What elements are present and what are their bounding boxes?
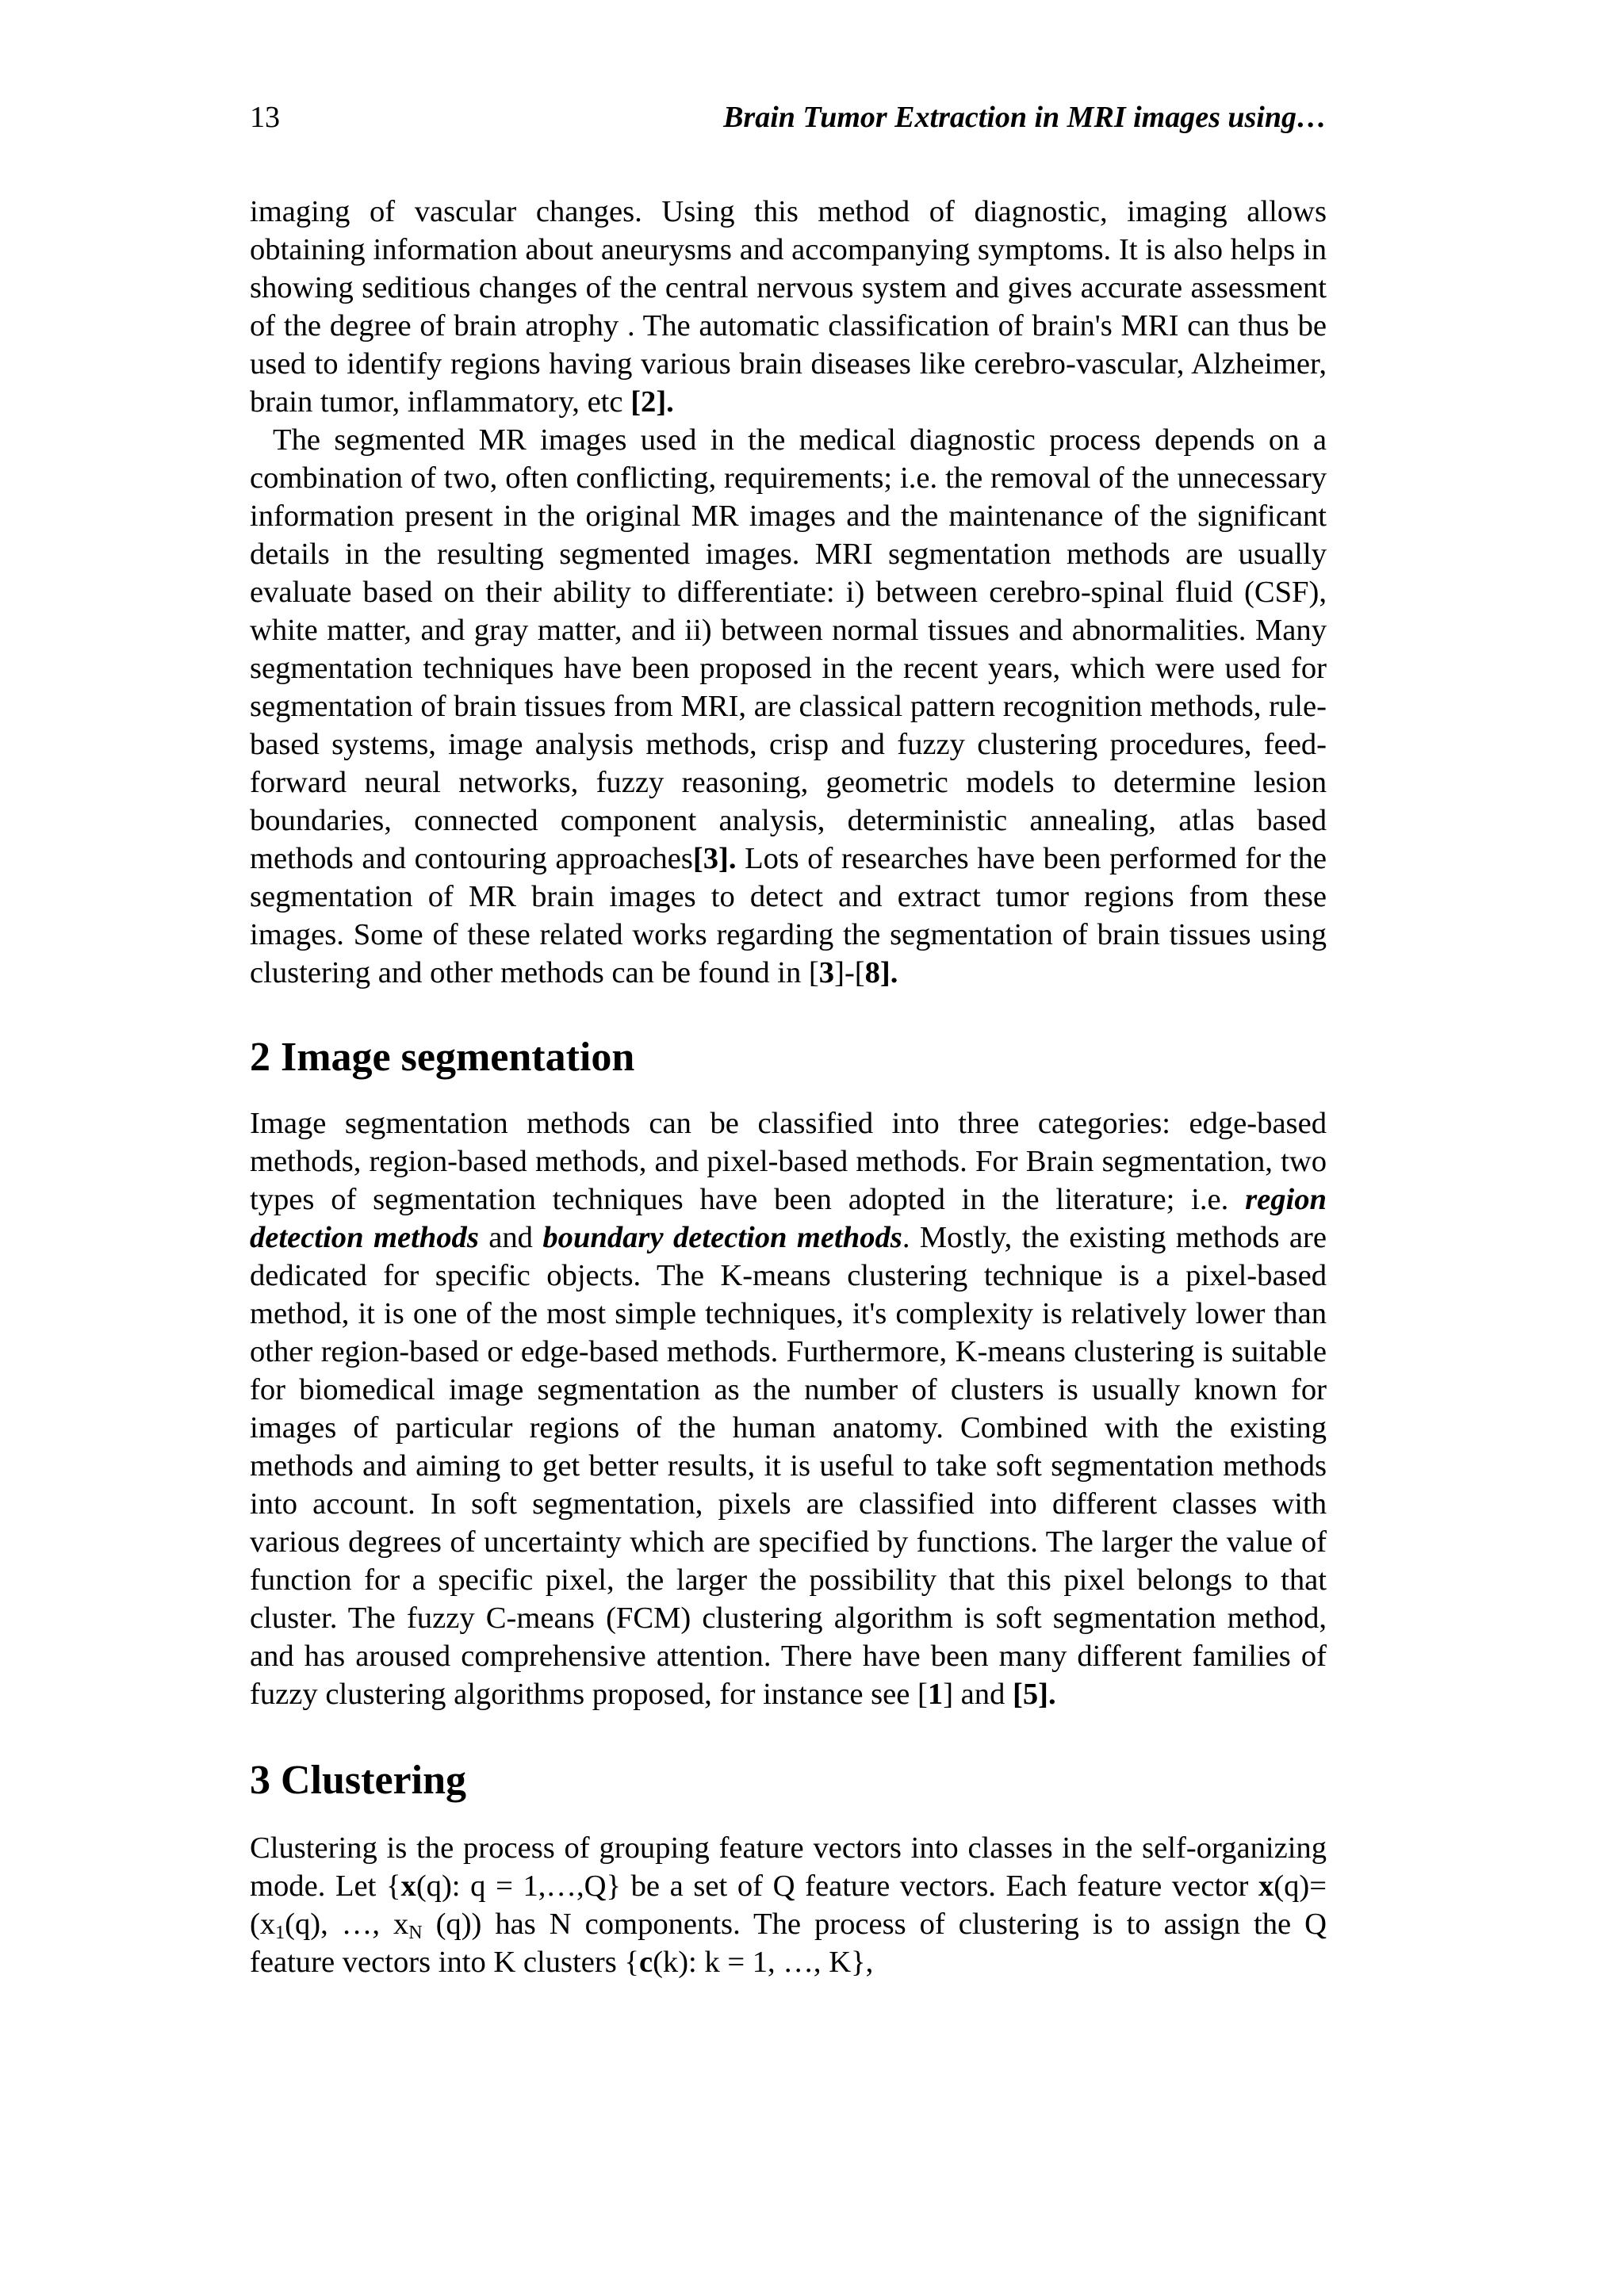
s3-t5: (q)) has N components. The process of clustering is to assign the Q feature vectors into K clusters { bbox=[250, 1908, 1327, 1979]
s3-vector-c: c bbox=[638, 1946, 653, 1979]
section2-text-a: Image segmentation methods can be classified into three categories: edge-based methods, region-based methods, and pixel-based methods. For Brain segmentation, two types of segmentation techniques have been adopted in the literature; i.e. bbox=[250, 1107, 1327, 1216]
running-header bbox=[250, 94, 1327, 141]
s3-t3: (q)= (x bbox=[250, 1869, 1327, 1941]
section2-text-c: . Mostly, the existing methods are dedicated for specific objects. The K-means clustering technique is a pixel-based method, it is one of the most simple techniques, it's complexity is relatively lower than other region-based or edge-based methods. Furthermore, K-means clustering is suitable for biomedical image segmentation as the number of clusters is usually known for images of particular regions of the human anatomy. Combined with the existing methods and aiming to get better results, it is useful to take soft segmentation methods into account. In soft segmentation, pixels are classified into different classes with various degrees of uncertainty which are specified by functions. The larger the value of function for a specific pixel, the larger the possibility that this pixel belongs to that cluster. The fuzzy C-means (FCM) clustering algorithm is soft segmentation method, and has aroused comprehensive attention. There have been many different families of fuzzy clustering algorithms proposed, for instance see [ bbox=[250, 1221, 1327, 1711]
boundary-detection-term: boundary detection methods bbox=[542, 1221, 902, 1254]
s3-t2: (q): q = 1,…,Q} be a set of Q feature vectors. Each feature vector bbox=[416, 1869, 1258, 1903]
page-body bbox=[250, 193, 1327, 1981]
region-detection-term: region detection methods bbox=[250, 1183, 1327, 1254]
intro-paragraph-1 bbox=[250, 193, 1327, 421]
intro-p2-text-a: The segmented MR images used in the medical diagnostic process depends on a combination of two, often conflicting, requirements; i.e. the removal of the unnecessary information present in the original MR images and the maintenance of the significant details in the resulting segmented images. MRI segmentation methods are usually evaluate based on their ability to differentiate: i) between cerebro-spinal fluid (CSF), white matter, and gray matter, and ii) between normal tissues and abnormalities. Many segmentation techniques have been proposed in the recent years, which were used for segmentation of brain tissues from MRI, are classical pattern recognition methods, rule-based systems, image analysis methods, crisp and fuzzy clustering procedures, feed-forward neural networks, fuzzy reasoning, geometric models to determine lesion boundaries, connected component analysis, deterministic annealing, atlas based methods and contouring approaches bbox=[250, 423, 1327, 875]
intro-p1-text: imaging of vascular changes. Using this method of diagnostic, imaging allows obtaining information about aneurysms and accompanying symptoms. It is also helps in showing seditious changes of the central nervous system and gives accurate assessment of the degree of brain atrophy . The automatic classification of brain's MRI can thus be used to identify regions having various brain diseases like cerebro-vascular, Alzheimer, brain tumor, inflammatory, etc bbox=[250, 195, 1327, 419]
s3-subscript-n: N bbox=[408, 1923, 423, 1943]
s3-t1: Clustering is the process of grouping feature vectors into classes in the self-organizing mode. Let { bbox=[250, 1831, 1327, 1903]
section-heading-clustering: 3 Clustering bbox=[250, 1758, 466, 1803]
intro-p2-text-b: Lots of researches have been performed for the segmentation of MR brain images to detect and extract tumor regions from these images. Some of these related works regarding the segmentation of brain tissues using clustering and other methods can be found in [ bbox=[250, 842, 1327, 989]
s3-vector-x2: x bbox=[1258, 1869, 1274, 1903]
citation-8: 8]. bbox=[864, 956, 898, 989]
s3-t4: (q), …, x bbox=[285, 1908, 409, 1941]
citation-1: 1 bbox=[927, 1678, 944, 1711]
citation-3a: [3]. bbox=[692, 842, 737, 875]
section2-text-b: and bbox=[478, 1221, 543, 1254]
page-number: 13 bbox=[250, 101, 280, 134]
intro-paragraph-2 bbox=[250, 421, 1327, 992]
s3-vector-x1: x bbox=[400, 1869, 416, 1903]
s3-subscript-1: 1 bbox=[275, 1923, 285, 1943]
intro-p2-text-c: ]-[ bbox=[834, 956, 865, 989]
citation-5: [5]. bbox=[1013, 1678, 1056, 1711]
citation-2: [2]. bbox=[630, 385, 674, 419]
s3-t6: (k): k = 1, …, K}, bbox=[653, 1946, 874, 1979]
running-title: Brain Tumor Extraction in MRI images using… bbox=[723, 101, 1327, 134]
section2-text-d: ] and bbox=[943, 1678, 1013, 1711]
section3-paragraph bbox=[250, 1829, 1327, 1981]
section2-paragraph bbox=[250, 1104, 1327, 1713]
section-heading-image-segmentation: 2 Image segmentation bbox=[250, 1035, 635, 1080]
citation-3b: 3 bbox=[818, 956, 835, 989]
